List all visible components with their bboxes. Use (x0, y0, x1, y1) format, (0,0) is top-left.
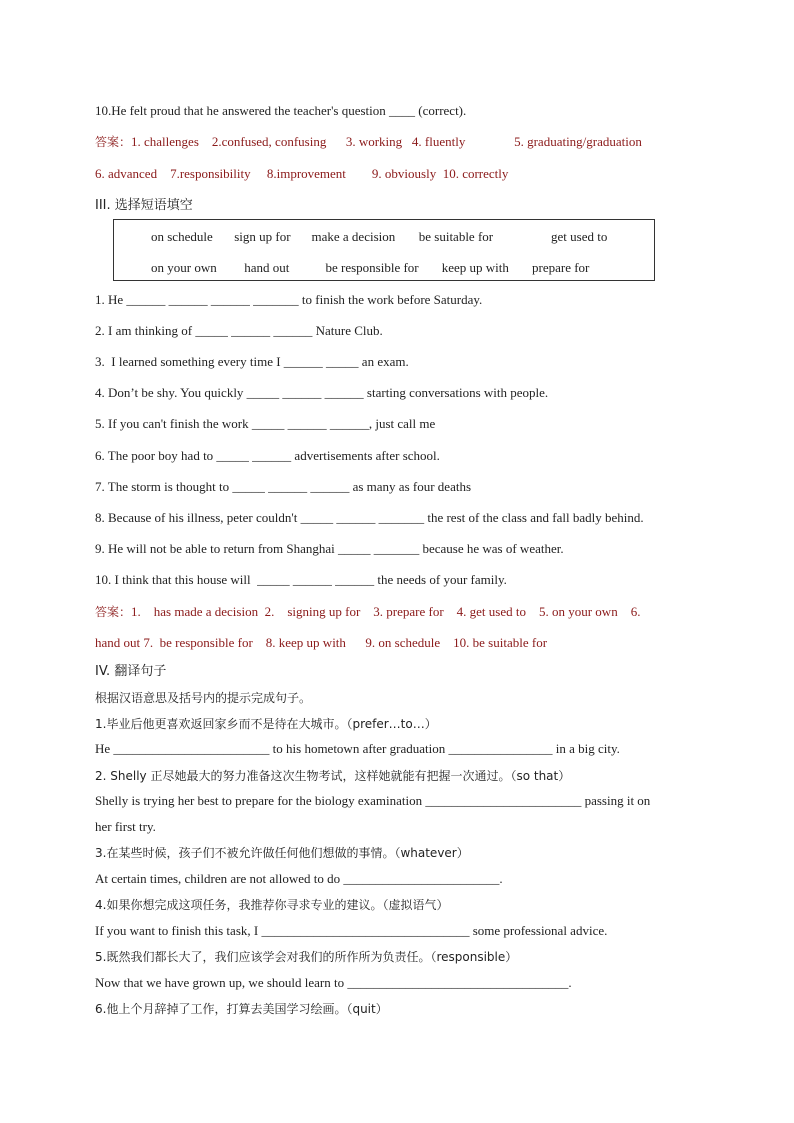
translation-prompt-1: 1.毕业后他更喜欢返回家乡而不是待在大城市。（prefer…to…） (95, 717, 437, 731)
s3-question-9: 9. He will not be able to return from Shanghai _____ _______ because he was of weather. (95, 541, 564, 556)
phrase-item: be responsible for (325, 260, 419, 275)
answer-block-3-line1 (95, 604, 640, 620)
translation-sentence-5: Now that we have grown up, we should learn to __________________________________. (95, 975, 572, 990)
phrase-item: be suitable for (418, 229, 494, 244)
question-10: 10.He felt proud that he answered the teacher's question ____ (correct). (95, 103, 467, 118)
s3-question-5: 5. If you can't finish the work _____ ______ ______, just call me (95, 416, 436, 431)
phrase-item: hand out (244, 260, 290, 275)
section-4-heading: IV. 翻译句子 (95, 664, 167, 679)
phrase-item: on your own (151, 260, 217, 275)
answer-label: 答案： (95, 135, 132, 149)
answer-text: 1. challenges 2.confused, confusing 3. working 4. fluently 5. graduating/graduation (131, 134, 642, 149)
phrase-item: on schedule (151, 229, 213, 244)
translation-sentence-2-cont: her first try. (95, 819, 156, 834)
s3-question-6: 6. The poor boy had to _____ ______ advertisements after school. (95, 448, 440, 463)
section-4-instruction: 根据汉语意思及括号内的提示完成句子。 (95, 691, 312, 705)
phrase-item: keep up with (441, 260, 509, 275)
answer-label: 答案： (95, 605, 132, 619)
translation-prompt-3: 3.在某些时候，孩子们不被允许做任何他们想做的事情。（whatever） (95, 846, 469, 860)
answer-block-3-line2: hand out 7. be responsible for 8. keep up with 9. on schedule 10. be suitable for (95, 635, 548, 650)
phrase-item: make a decision (311, 229, 396, 244)
s3-question-1: 1. He ______ ______ ______ _______ to finish the work before Saturday. (95, 292, 483, 307)
translation-prompt-5: 5.既然我们都长大了，我们应该学会对我们的所作所为负责任。（responsible） (95, 950, 518, 964)
answer-text: 1. has made a decision 2. signing up for 3. prepare for 4. get used to 5. on your own 6. (131, 604, 641, 619)
phrase-box (113, 219, 655, 281)
answer-block-2-line1 (95, 134, 642, 150)
phrase-item: sign up for (234, 229, 291, 244)
phrase-row-1 (151, 229, 607, 245)
s3-question-3: 3. I learned something every time I ______ _____ an exam. (95, 354, 409, 369)
translation-prompt-2: 2. Shelly 正尽她最大的努力准备这次生物考试，这样她就能有把握一次通过。（so that） (95, 769, 571, 783)
phrase-item: get used to (551, 229, 608, 244)
translation-prompt-4: 4.如果你想完成这项任务，我推荐你寻求专业的建议。（虚拟语气） (95, 898, 449, 912)
translation-sentence-2: Shelly is trying her best to prepare for the biology examination ________________________ passing it on (95, 793, 651, 808)
phrase-row-2 (151, 260, 589, 276)
answer-block-2-line2: 6. advanced 7.responsibility 8.improvement 9. obviously 10. correctly (95, 166, 509, 181)
translation-sentence-3: At certain times, children are not allowed to do ________________________. (95, 871, 503, 886)
section-3-heading: III. 选择短语填空 (95, 198, 193, 213)
phrase-item: prepare for (532, 260, 590, 275)
translation-prompt-6: 6.他上个月辞掉了工作，打算去美国学习绘画。（quit） (95, 1002, 388, 1016)
s3-question-4: 4. Don’t be shy. You quickly _____ ______ ______ starting conversations with people. (95, 385, 549, 400)
s3-question-8: 8. Because of his illness, peter couldn't _____ ______ _______ the rest of the class and fall badly behind. (95, 510, 644, 525)
s3-question-10: 10. I think that this house will _____ ______ ______ the needs of your family. (95, 572, 507, 587)
translation-sentence-4: If you want to finish this task, I ________________________________ some professional advice. (95, 923, 608, 938)
translation-sentence-1: He ________________________ to his hometown after graduation ________________ in a big city. (95, 741, 620, 756)
s3-question-7: 7. The storm is thought to _____ ______ ______ as many as four deaths (95, 479, 472, 494)
s3-question-2: 2. I am thinking of _____ ______ ______ Nature Club. (95, 323, 383, 338)
